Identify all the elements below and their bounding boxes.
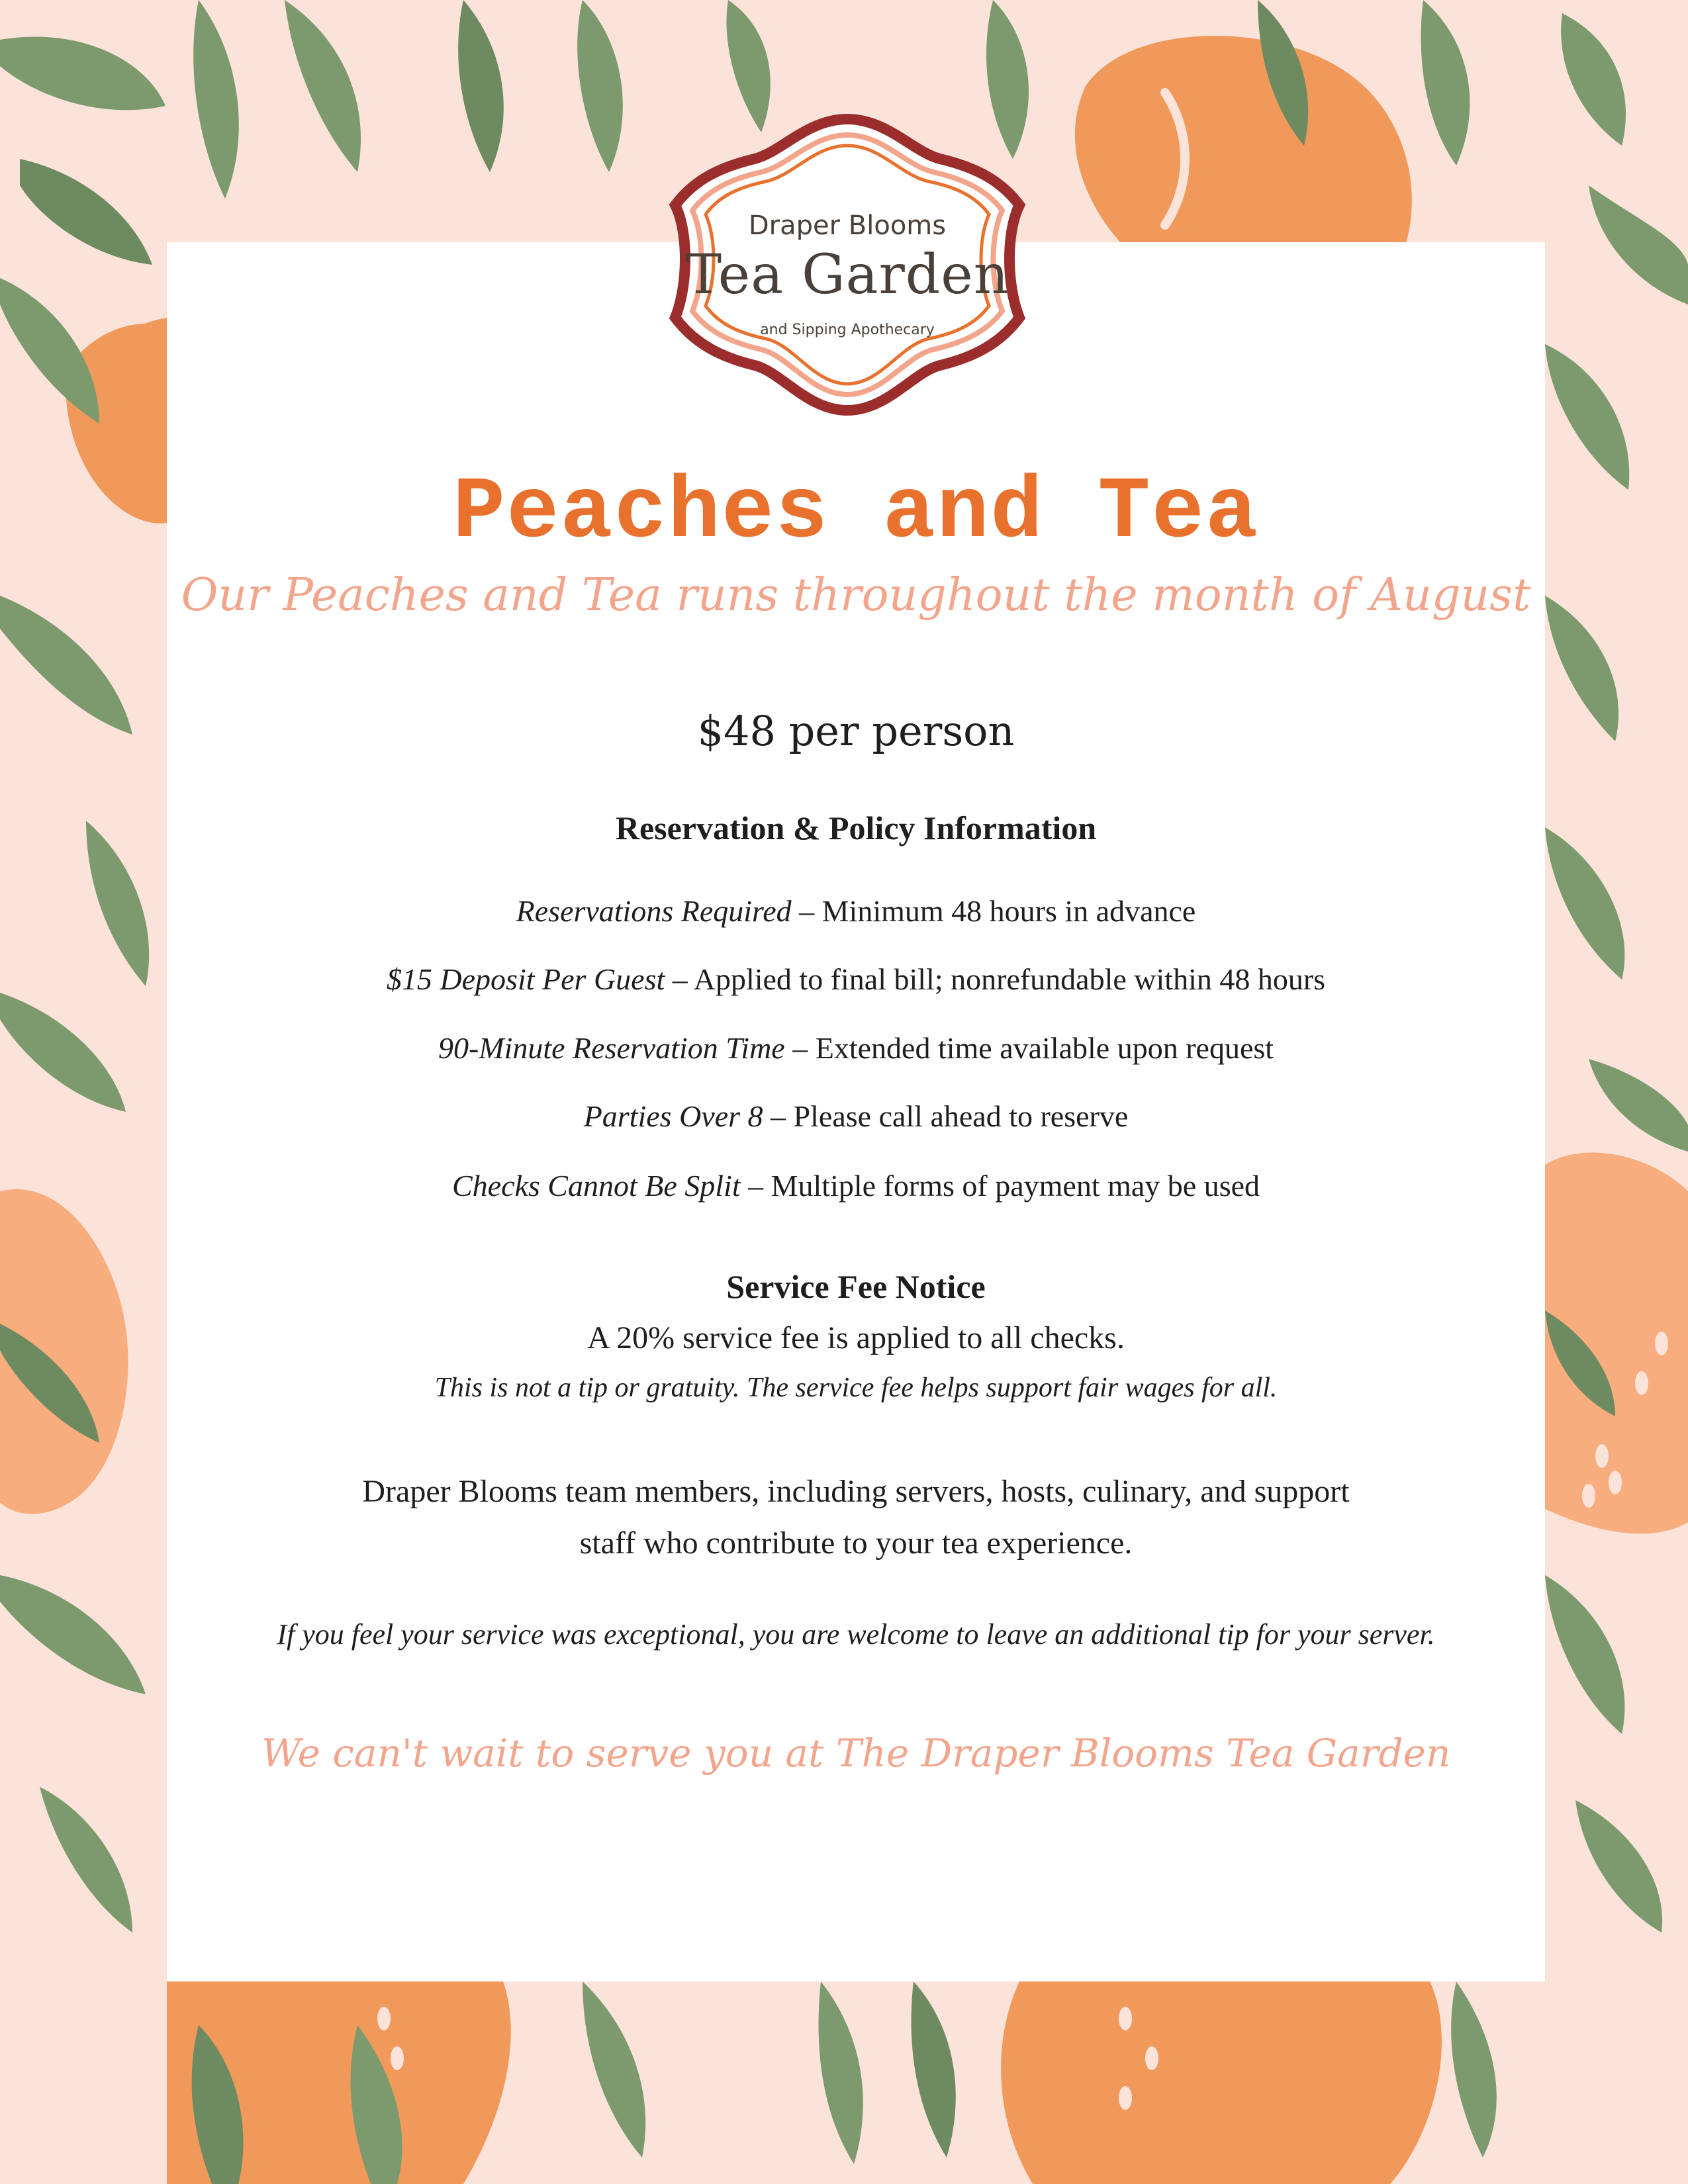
- closing-line: We can't wait to serve you at The Draper Blooms Tea Garden: [261, 1731, 1451, 1776]
- policy-label: Reservations Required: [516, 894, 792, 928]
- peach-fruit-icon: [1001, 1981, 1442, 2184]
- logo-line-3: and Sipping Apothecary: [760, 322, 935, 338]
- policy-line: [167, 962, 1545, 997]
- policy-text: – Applied to final bill; nonrefundable within 48 hours: [665, 962, 1326, 996]
- tip-note: If you feel your service was exceptional, you are welcome to leave an additional tip for your server.: [277, 1618, 1435, 1651]
- policy-text: – Minimum 48 hours in advance: [791, 894, 1196, 928]
- policy-text: – Multiple forms of payment may be used: [740, 1169, 1260, 1203]
- page-subtitle: Our Peaches and Tea runs throughout the month of August: [181, 569, 1531, 621]
- policy-label: 90-Minute Reservation Time: [438, 1031, 785, 1065]
- policy-text: – Extended time available upon request: [784, 1031, 1274, 1065]
- policy-label: Parties Over 8: [583, 1099, 763, 1133]
- policy-line: [167, 1099, 1545, 1134]
- policy-text: – Please call ahead to reserve: [763, 1099, 1129, 1133]
- service-fee-line: A 20% service fee is applied to all checks.: [587, 1320, 1125, 1355]
- page-title: Peaches and Tea: [452, 463, 1260, 563]
- service-fee-note: This is not a tip or gratuity. The service fee helps support fair wages for all.: [434, 1373, 1278, 1403]
- logo-line-1: Draper Blooms: [748, 210, 947, 241]
- policy-label: $15 Deposit Per Guest: [386, 962, 665, 996]
- team-paragraph: [167, 1466, 1545, 1569]
- team-line-2: staff who contribute to your tea experience.: [579, 1525, 1133, 1561]
- service-fee-heading: Service Fee Notice: [726, 1268, 986, 1305]
- team-line-1: Draper Blooms team members, including servers, hosts, culinary, and support: [362, 1474, 1350, 1509]
- logo-line-2: Tea Garden: [685, 244, 1009, 306]
- price: $48 per person: [697, 707, 1015, 755]
- policy-label: Checks Cannot Be Split: [451, 1169, 741, 1203]
- policy-line: [167, 1030, 1545, 1066]
- policy-line: [167, 893, 1545, 929]
- tea-garden-logo: [662, 106, 1033, 424]
- reservation-heading: Reservation & Policy Information: [615, 809, 1097, 846]
- policy-line: [167, 1168, 1545, 1203]
